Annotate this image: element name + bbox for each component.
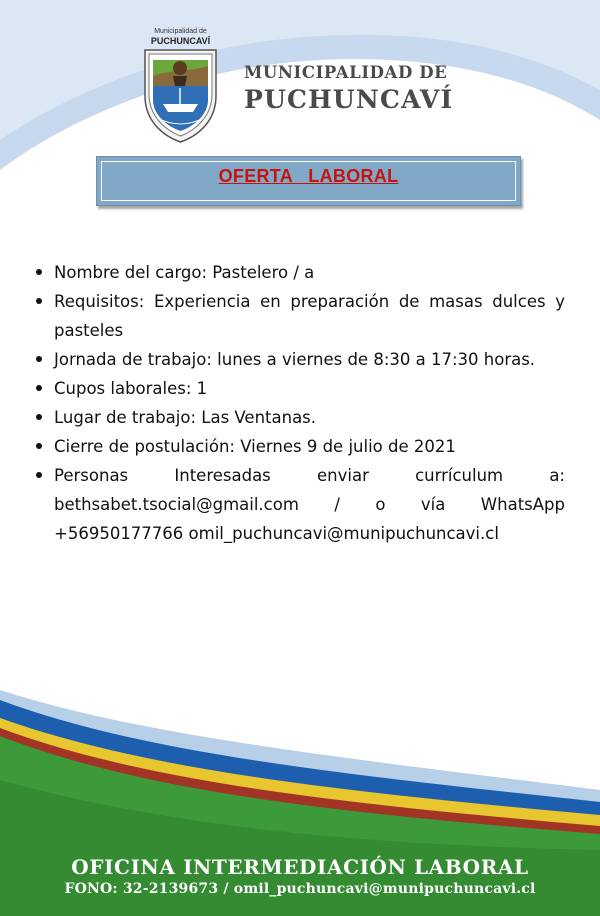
bullet-icon <box>36 414 42 420</box>
list-item-text: Nombre del cargo: Pastelero / a <box>54 263 315 282</box>
list-item <box>36 374 565 403</box>
footer-contact-line: FONO: 32-2139673 / omil_puchuncavi@munipuchuncavi.cl <box>64 881 536 897</box>
contact-item <box>36 461 565 548</box>
municipality-title-line1: MUNICIPALIDAD DE <box>244 63 448 82</box>
logo-caption: Municipalidad de <box>154 28 207 35</box>
job-offer-banner <box>96 156 521 206</box>
bullet-icon <box>36 356 42 362</box>
logo-name: PUCHUNCAVÍ <box>150 36 211 46</box>
bullet-icon <box>36 385 42 391</box>
footer-office-title: OFICINA INTERMEDIACIÓN LABORAL <box>71 855 529 879</box>
list-item <box>36 345 565 374</box>
list-item <box>36 287 565 345</box>
contact-phone-email: +56950177766 omil_puchuncavi@munipuchuncavi.cl <box>54 524 499 543</box>
list-item-text: Lugar de trabajo: Las Ventanas. <box>54 408 317 427</box>
list-item-text: Cupos laborales: 1 <box>54 379 208 398</box>
list-item <box>36 403 565 432</box>
bullet-icon <box>36 472 42 478</box>
bullet-icon <box>36 269 42 275</box>
contact-text: Personas Interesadas enviar currículum a: bethsabet.tsocial@gmail.com / o vía WhatsApp <box>54 466 565 514</box>
list-item-text: Jornada de trabajo: lunes a viernes de 8:30 a 17:30 horas. <box>54 350 536 369</box>
list-item-text: Requisitos: Experiencia en preparación de masas dulces y pasteles <box>54 292 565 340</box>
list-item <box>36 432 565 461</box>
list-item-text: Cierre de postulación: Viernes 9 de julio de 2021 <box>54 437 456 456</box>
job-details-list <box>36 258 565 548</box>
coat-of-arms-icon <box>133 26 228 144</box>
list-item <box>36 258 565 287</box>
bullet-icon <box>36 443 42 449</box>
municipal-logo <box>133 26 228 144</box>
municipality-title <box>244 65 453 112</box>
bullet-icon <box>36 298 42 304</box>
banner-title: OFERTA LABORAL <box>218 166 399 186</box>
municipality-title-line2: PUCHUNCAVÍ <box>244 84 454 114</box>
